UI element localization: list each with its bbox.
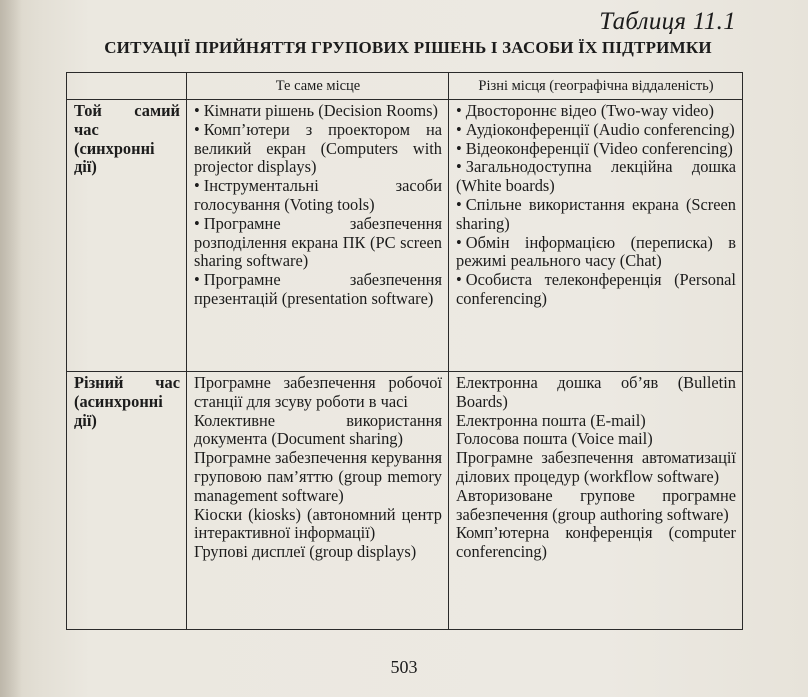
header-same-place: Те саме місце bbox=[187, 73, 449, 100]
list-item bbox=[456, 196, 736, 234]
bullet-icon: • bbox=[194, 119, 200, 139]
list-item bbox=[456, 524, 736, 562]
list-item bbox=[456, 158, 736, 196]
list-item-text: Програмне забезпечення розподілення екрана ПК (PC screen sharing software) bbox=[194, 213, 442, 271]
list-item-text: Програмне забезпечення керування груповою пам’яттю (group memory management software) bbox=[194, 448, 442, 505]
list-item bbox=[456, 121, 736, 140]
list-item-text: Комп’ютери з проектором на великий екран (Computers with projector displays) bbox=[194, 119, 442, 177]
list-item bbox=[194, 449, 442, 505]
list-item bbox=[456, 374, 736, 412]
list-item bbox=[456, 271, 736, 309]
bullet-icon: • bbox=[456, 138, 462, 158]
bullet-icon: • bbox=[456, 232, 462, 252]
list-item bbox=[456, 412, 736, 431]
list-item bbox=[456, 102, 736, 121]
list-item bbox=[194, 412, 442, 450]
list-item-text: Комп’ютерна конференція (computer conferencing) bbox=[456, 523, 736, 562]
cell-different-time-different-places bbox=[449, 372, 743, 630]
list-item bbox=[194, 271, 442, 309]
cell-same-time-same-place bbox=[187, 100, 449, 372]
list-item-text: Двостороннє відео (Two-way video) bbox=[465, 101, 714, 120]
list-item-text: Голосова пошта (Voice mail) bbox=[456, 429, 653, 449]
list-item bbox=[456, 449, 736, 487]
list-item bbox=[194, 215, 442, 271]
list-item-text: Аудіоконференції (Audio conferencing) bbox=[465, 119, 735, 139]
list-item bbox=[194, 374, 442, 412]
list-item bbox=[456, 140, 736, 159]
page-number: 503 bbox=[390, 657, 418, 677]
list-item-text: Електронна пошта (E-mail) bbox=[456, 410, 646, 430]
list-item bbox=[456, 430, 736, 449]
list-item-text: Відеоконференції (Video conferencing) bbox=[465, 138, 733, 158]
bullet-icon: • bbox=[456, 157, 462, 177]
list-item-text: Загальнодоступна лекційна дошка (White boards) bbox=[456, 157, 736, 196]
bullet-icon: • bbox=[194, 101, 200, 120]
header-different-places: Різні місця (географічна віддаленість) bbox=[449, 73, 743, 100]
list-item-text: Кіоски (kiosks) (автономний центр інтерактивної інформації) bbox=[194, 504, 442, 543]
row-same-time bbox=[67, 100, 743, 372]
list-item-text: Особиста телеконференція (Personal conferencing) bbox=[456, 270, 736, 308]
row-label-same-time: Той самий час (синхронні дії) bbox=[67, 100, 187, 372]
list-item-text: Інструментальні засоби голосування (Voting tools) bbox=[194, 176, 442, 214]
list-item-text: Кімнати рішень (Decision Rooms) bbox=[203, 101, 438, 120]
table-number: Таблиця 11.1 bbox=[599, 8, 736, 35]
row-different-time bbox=[67, 372, 743, 630]
bullet-icon: • bbox=[456, 119, 462, 139]
table-header-row bbox=[67, 73, 743, 100]
list-item bbox=[194, 102, 442, 121]
list-item bbox=[194, 121, 442, 177]
bullet-icon: • bbox=[194, 176, 200, 196]
list-item bbox=[194, 177, 442, 215]
corner-header-cell bbox=[67, 73, 187, 100]
bullet-icon: • bbox=[456, 270, 462, 290]
list-item-text: Колективне використання документа (Document sharing) bbox=[194, 410, 442, 449]
list-item-text: Обмін інформацією (переписка) в режимі реального часу (Chat) bbox=[456, 232, 736, 271]
bullet-icon: • bbox=[194, 270, 200, 290]
list-item-text: Програмне забезпечення автоматизації ділових процедур (workflow software) bbox=[456, 448, 736, 486]
list-item bbox=[194, 543, 442, 562]
cell-different-time-same-place bbox=[187, 372, 449, 630]
list-item-text: Програмне забезпечення презентацій (presentation software) bbox=[194, 270, 442, 308]
cell-same-time-different-places bbox=[449, 100, 743, 372]
list-item-text: Спільне використання екрана (Screen sharing) bbox=[456, 194, 736, 233]
bullet-icon: • bbox=[456, 194, 462, 214]
bullet-icon: • bbox=[456, 101, 462, 120]
list-item bbox=[456, 234, 736, 272]
list-item bbox=[194, 506, 442, 544]
table-title: СИТУАЦІЇ ПРИЙНЯТТЯ ГРУПОВИХ РІШЕНЬ І ЗАСОБИ ЇХ ПІДТРИМКИ bbox=[104, 38, 712, 57]
row-label-different-time: Різний час (асинхронні дії) bbox=[67, 372, 187, 630]
page-edge-shadow bbox=[0, 0, 22, 697]
list-item bbox=[456, 487, 736, 525]
list-item-text: Групові дисплеї (group displays) bbox=[194, 542, 417, 562]
decision-support-table bbox=[66, 72, 743, 630]
list-item-text: Авторизоване групове програмне забезпечення (group authoring software) bbox=[456, 485, 736, 524]
list-item-text: Програмне забезпечення робочої станції для зсуву роботи в часі bbox=[194, 373, 442, 411]
list-item-text: Електронна дошка об’яв (Bulletin Boards) bbox=[456, 373, 736, 411]
bullet-icon: • bbox=[194, 213, 200, 233]
